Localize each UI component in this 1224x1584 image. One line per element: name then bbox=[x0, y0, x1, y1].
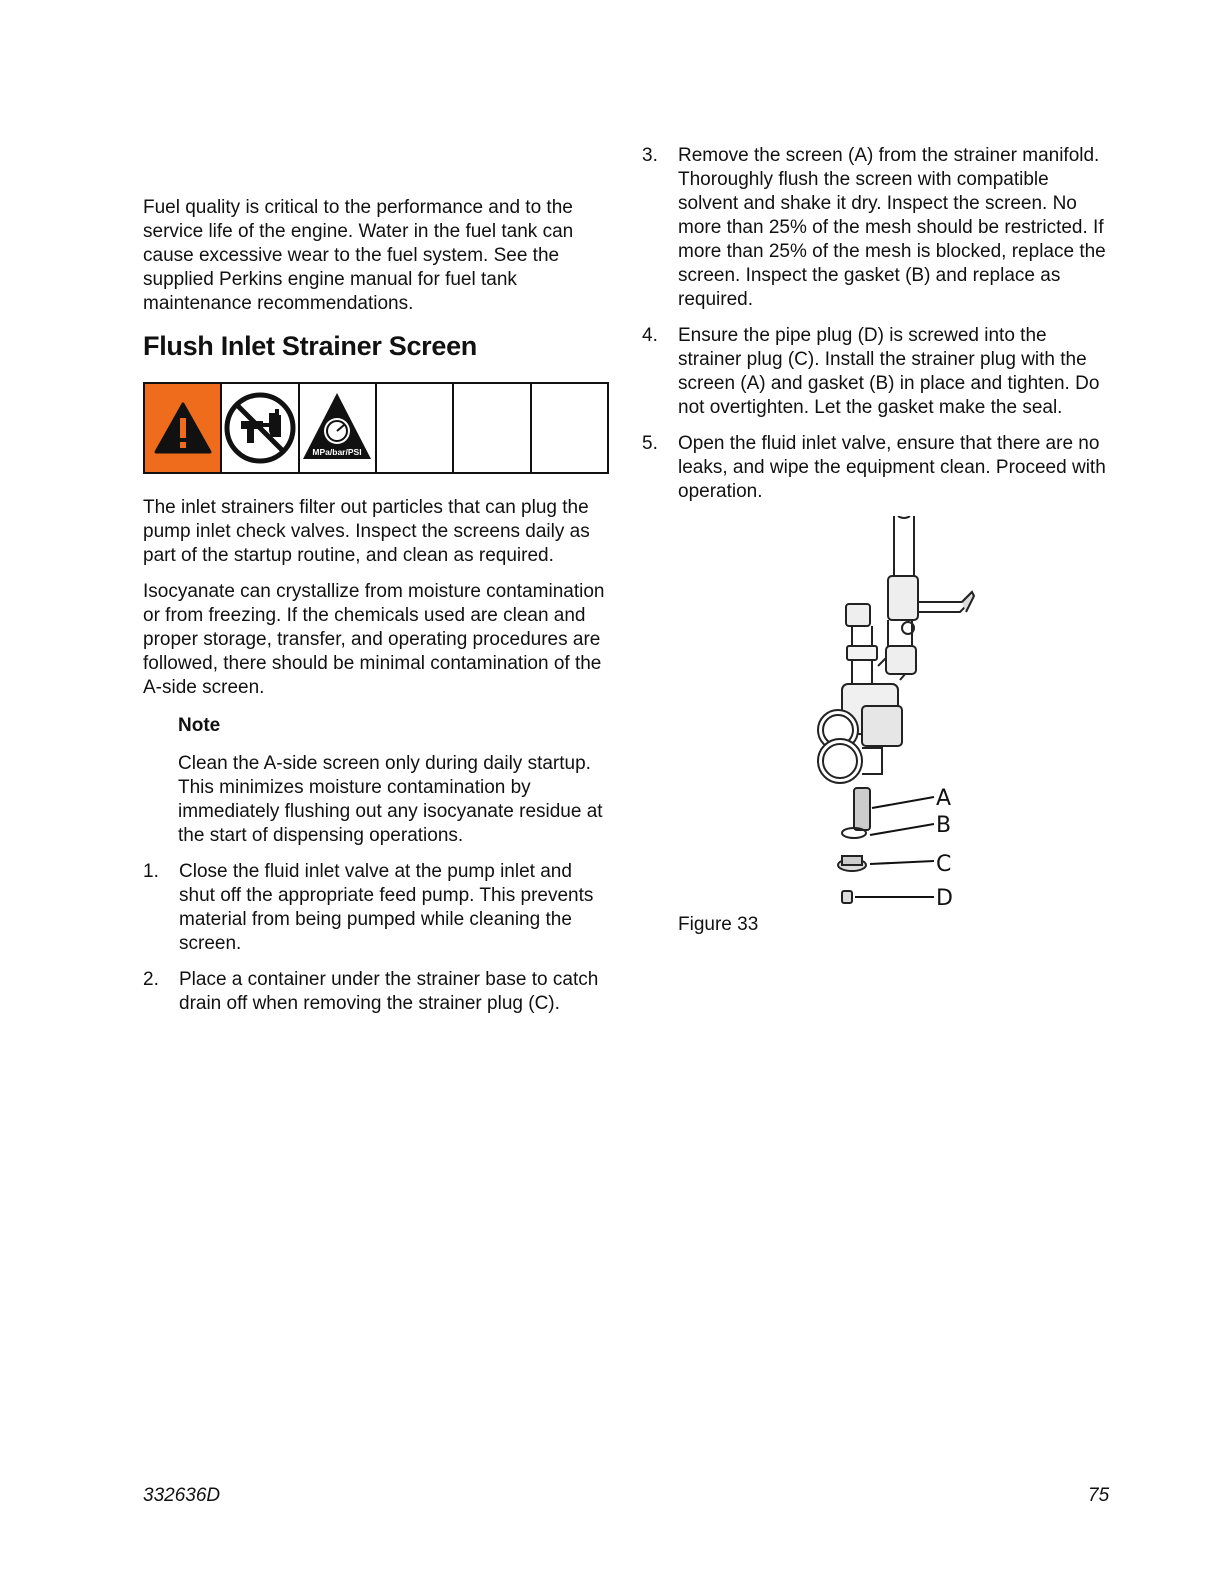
left-column bbox=[143, 196, 611, 1028]
no-spray-hand-icon bbox=[223, 391, 297, 465]
list-item bbox=[143, 860, 611, 956]
pressure-cell bbox=[300, 384, 377, 472]
list-item bbox=[642, 324, 1114, 420]
isocyanate-paragraph: Isocyanate can crystallize from moisture contamination or from freezing. If the chemicals used are clean and proper storage, transfer, and operating procedures are followed, there should be minimal contamination of the A-side screen. bbox=[143, 581, 605, 698]
step-number: 4. bbox=[642, 325, 658, 346]
list-item bbox=[642, 432, 1114, 504]
label-b: B bbox=[936, 813, 952, 838]
pressure-gauge-icon bbox=[300, 389, 374, 467]
strainer-paragraph: The inlet strainers filter out particles that can plug the pump inlet check valves. Inspect the screens daily as part of the startup routine, and clean as required. bbox=[143, 497, 590, 566]
empty-cell-6 bbox=[532, 384, 607, 472]
left-steps-list bbox=[143, 860, 611, 1016]
list-item bbox=[143, 968, 611, 1016]
step-number: 3. bbox=[642, 145, 658, 166]
warning-symbol-table bbox=[143, 382, 609, 474]
strainer-diagram bbox=[642, 516, 1114, 916]
note-block bbox=[178, 714, 611, 848]
page-number: 75 bbox=[1088, 1485, 1110, 1506]
strainer-figure bbox=[642, 516, 1114, 935]
right-steps-list bbox=[642, 144, 1114, 504]
label-d: D bbox=[936, 886, 953, 911]
step-text: Open the fluid inlet valve, ensure that there are no leaks, and wipe the equipment clean. Proceed with operation. bbox=[678, 433, 1106, 502]
step-number: 2. bbox=[143, 969, 159, 990]
pressure-unit-label: MPa/bar/PSI bbox=[312, 447, 362, 457]
step-number: 5. bbox=[642, 433, 658, 454]
warning-triangle-icon bbox=[153, 401, 213, 455]
step-number: 1. bbox=[143, 861, 159, 882]
label-a: A bbox=[936, 786, 952, 811]
warning-triangle-cell bbox=[145, 384, 222, 472]
note-title: Note bbox=[178, 715, 221, 736]
note-text: Clean the A-side screen only during daily startup. This minimizes moisture contamination by immediately flushing out any isocyanate residue at the start of dispensing operations. bbox=[178, 753, 603, 846]
figure-caption: Figure 33 bbox=[678, 914, 759, 935]
step-text: Close the fluid inlet valve at the pump inlet and shut off the appropriate feed pump. This prevents material from being pumped while cleaning the screen. bbox=[179, 861, 594, 954]
label-c: C bbox=[936, 852, 952, 877]
empty-cell-4 bbox=[377, 384, 454, 472]
step-text: Remove the screen (A) from the strainer manifold. Thoroughly flush the screen with compatible solvent and shake it dry. Inspect the screen. No more than 25% of the mesh should be restricted. If more than 25% of the mesh is blocked, replace the screen. Inspect the gasket (B) and replace as required. bbox=[678, 145, 1106, 310]
list-item bbox=[642, 144, 1114, 312]
right-column bbox=[642, 144, 1114, 935]
section-heading: Flush Inlet Strainer Screen bbox=[143, 331, 478, 361]
document-number: 332636D bbox=[143, 1485, 221, 1506]
step-text: Ensure the pipe plug (D) is screwed into the strainer plug (C). Install the strainer plug with the screen (A) and gasket (B) in place and tighten. Do not overtighten. Let the gasket make the seal. bbox=[678, 325, 1100, 418]
no-spray-cell bbox=[222, 384, 299, 472]
empty-cell-5 bbox=[454, 384, 531, 472]
intro-paragraph: Fuel quality is critical to the performance and to the service life of the engine. Water in the fuel tank can cause excessive wear to the fuel system. See the supplied Perkins engine manual for fuel tank maintenance recommendations. bbox=[143, 197, 574, 314]
step-text: Place a container under the strainer base to catch drain off when removing the strainer plug (C). bbox=[179, 969, 599, 1014]
